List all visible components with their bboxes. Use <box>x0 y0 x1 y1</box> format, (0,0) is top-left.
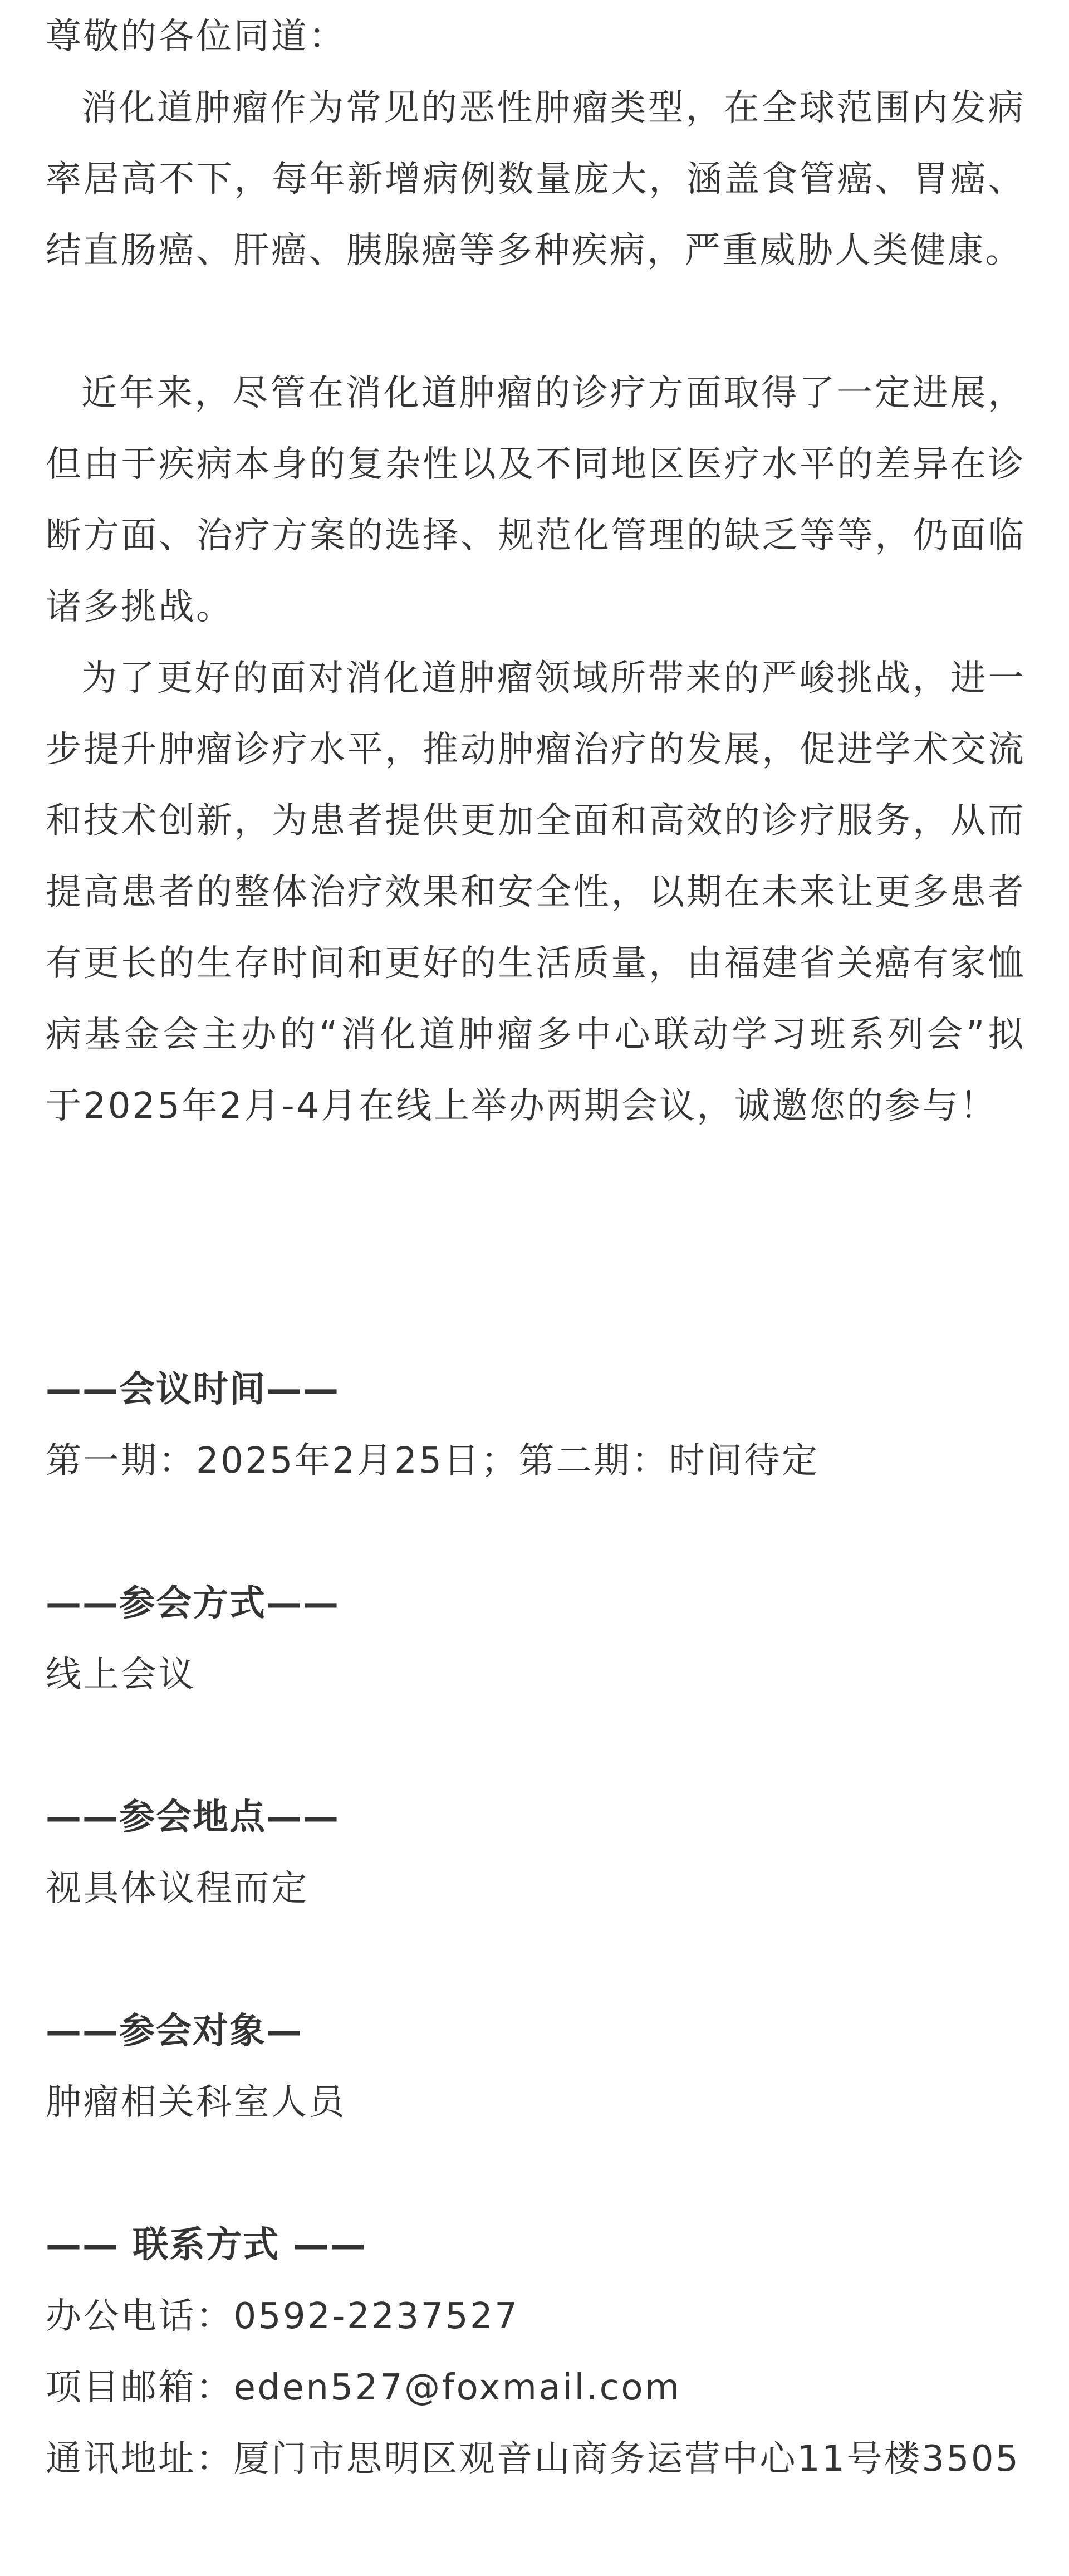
section-title: ——参会地点—— <box>46 1797 340 1838</box>
audience-text: 肿瘤相关科室人员 <box>46 2082 346 2123</box>
section-audience <box>46 1996 1026 2138</box>
venue-text: 视具体议程而定 <box>46 1868 309 1909</box>
section-title: ——参会对象— <box>46 2011 303 2052</box>
section-contact <box>46 2210 1026 2495</box>
contact-address: 通讯地址：厦门市思明区观音山商务运营中心11号楼3505 <box>46 2438 1021 2480</box>
section-title: —— 联系方式 —— <box>46 2225 367 2266</box>
section-attendance-mode <box>46 1568 1026 1710</box>
section-title: ——参会方式—— <box>46 1583 340 1624</box>
paragraph-challenges: 近年来，尽管在消化道肿瘤的诊疗方面取得了一定进展，但由于疾病本身的复杂性以及不同地区医疗水平的差异在诊断方面、治疗方案的选择、规范化管理的缺乏等等，仍面临诸多挑战。 <box>46 373 1026 628</box>
attendance-mode-text: 线上会议 <box>46 1654 196 1695</box>
meeting-time-text: 第一期：2025年2月25日；第二期：时间待定 <box>46 1440 820 1482</box>
section-meeting-time <box>46 1354 1026 1497</box>
section-venue <box>46 1782 1026 1924</box>
contact-email: 项目邮箱：eden527@foxmail.com <box>46 2367 681 2408</box>
paragraph-intro: 消化道肿瘤作为常见的恶性肿瘤类型，在全球范围内发病率居高不下，每年新增病例数量庞大，涵盖食管癌、胃癌、结直肠癌、肝癌、胰腺癌等多种疾病，严重威胁人类健康。 <box>46 87 1026 271</box>
contact-phone: 办公电话：0592-2237527 <box>46 2296 519 2337</box>
section-title: ——会议时间—— <box>46 1369 340 1410</box>
paragraph-invitation: 为了更好的面对消化道肿瘤领域所带来的严峻挑战，进一步提升肿瘤诊疗水平，推动肿瘤治疗的发展，促进学术交流和技术创新，为患者提供更加全面和高效的诊疗服务，从而提高患者的整体治疗效果和安全性，以期在未来让更多患者有更长的生存时间和更好的生活质量，由福建省关癌有家恤病基金会主办的“消化道肿瘤多中心联动学习班系列会”拟于2025年2月-4月在线上举办两期会议，诚邀您的参与！ <box>46 658 1026 1127</box>
greeting: 尊敬的各位同道： <box>46 16 346 57</box>
